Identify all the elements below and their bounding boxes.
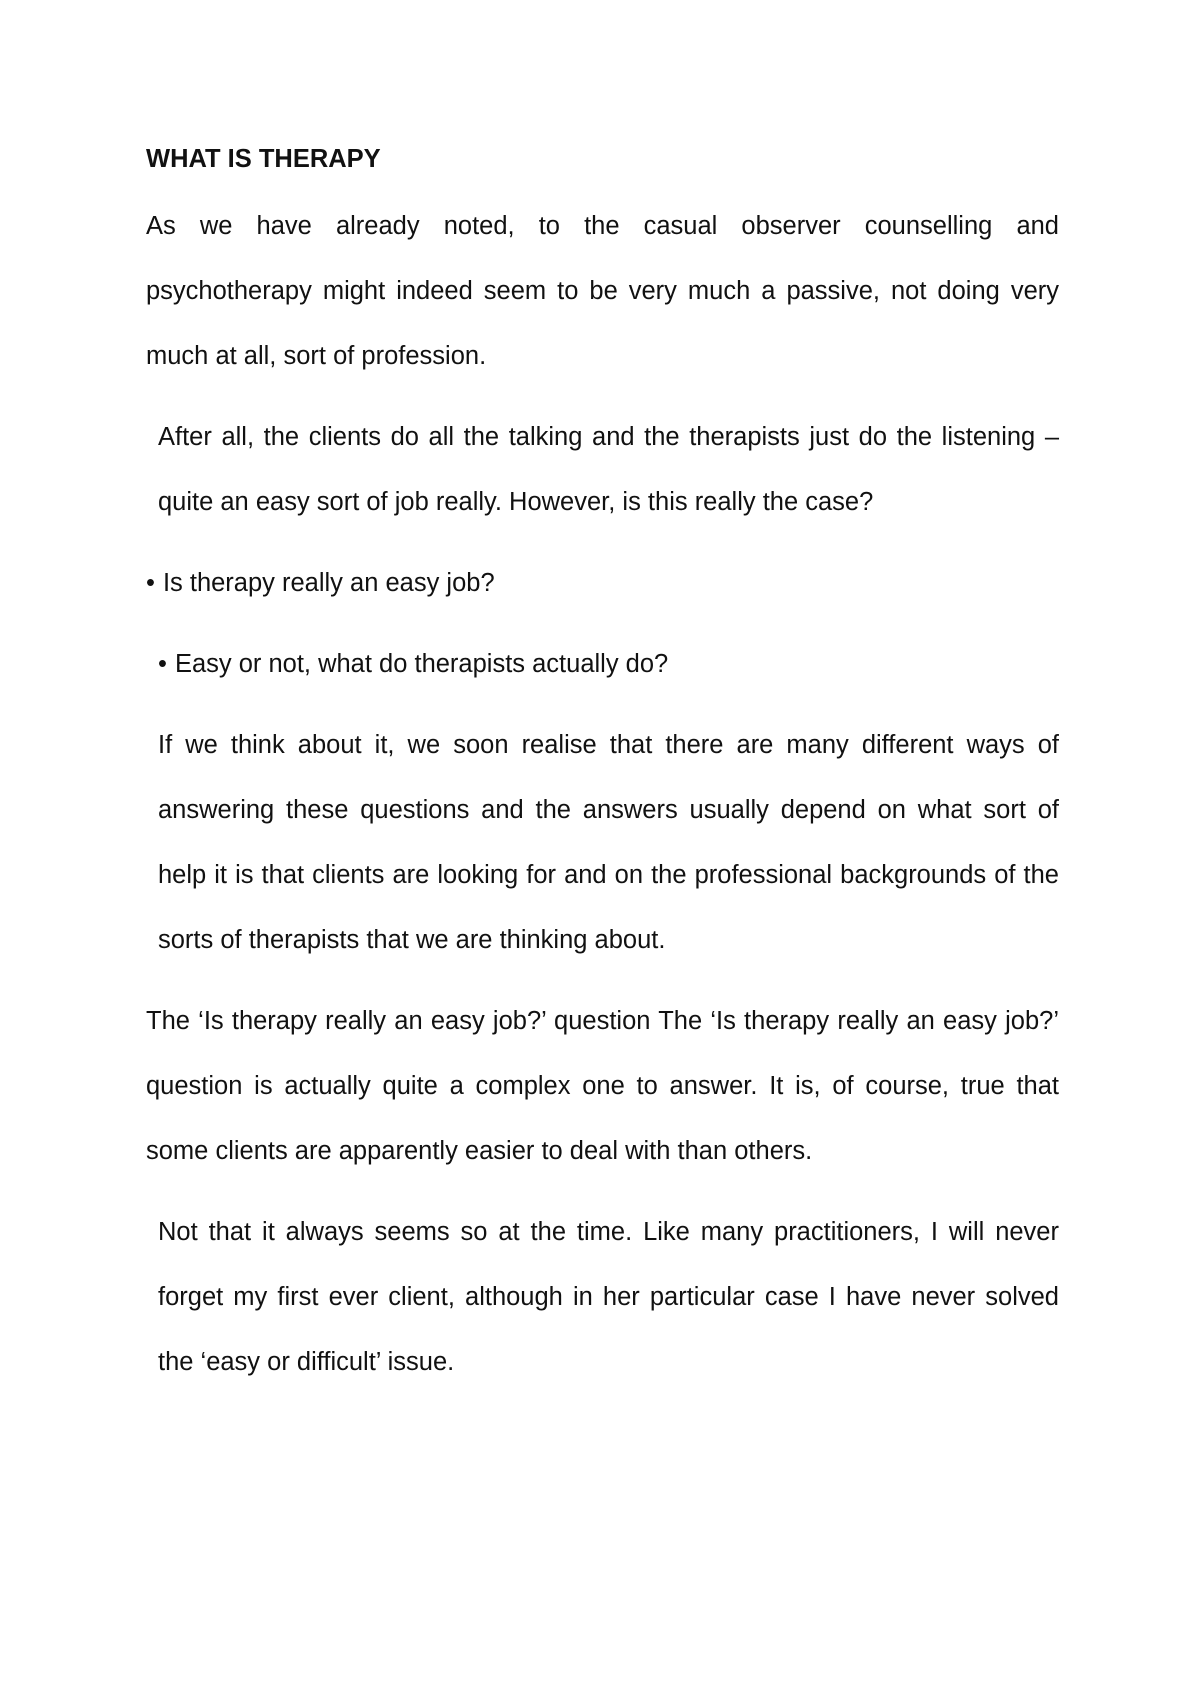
paragraph-2: After all, the clients do all the talking and the therapists just do the listening – quite an easy sort of job really. However, is this really the case? [158,423,1059,516]
bullet-item-2 [146,632,1059,697]
paragraph-5: Not that it always seems so at the time. Like many practitioners, I will never forget my first ever client, although in her particular case I have never solved the ‘easy or difficult’ issue. [158,1218,1059,1376]
document-title: WHAT IS THERAPY [146,145,381,173]
bullet-text: Is therapy really an easy job? [162,569,495,597]
document-body [146,140,1059,1411]
bullet-item-1 [146,551,1059,616]
bullet-mark: • [158,650,167,678]
paragraph-1: As we have already noted, to the casual observer counselling and psychotherapy might indeed seem to be very much a passive, not doing very much at all, sort of profession. [146,212,1059,370]
bullet-text: Easy or not, what do therapists actually do? [174,650,669,678]
bullet-mark: • [146,569,155,597]
paragraph-4: The ‘Is therapy really an easy job?’ question The ‘Is therapy really an easy job?’ question is actually quite a complex one to answer. It is, of course, true that some clients are apparently easier to deal with than others. [146,1007,1059,1165]
paragraph-3: If we think about it, we soon realise that there are many different ways of answering these questions and the answers usually depend on what sort of help it is that clients are looking for and on the professional backgrounds of the sorts of therapists that we are thinking about. [158,731,1059,954]
